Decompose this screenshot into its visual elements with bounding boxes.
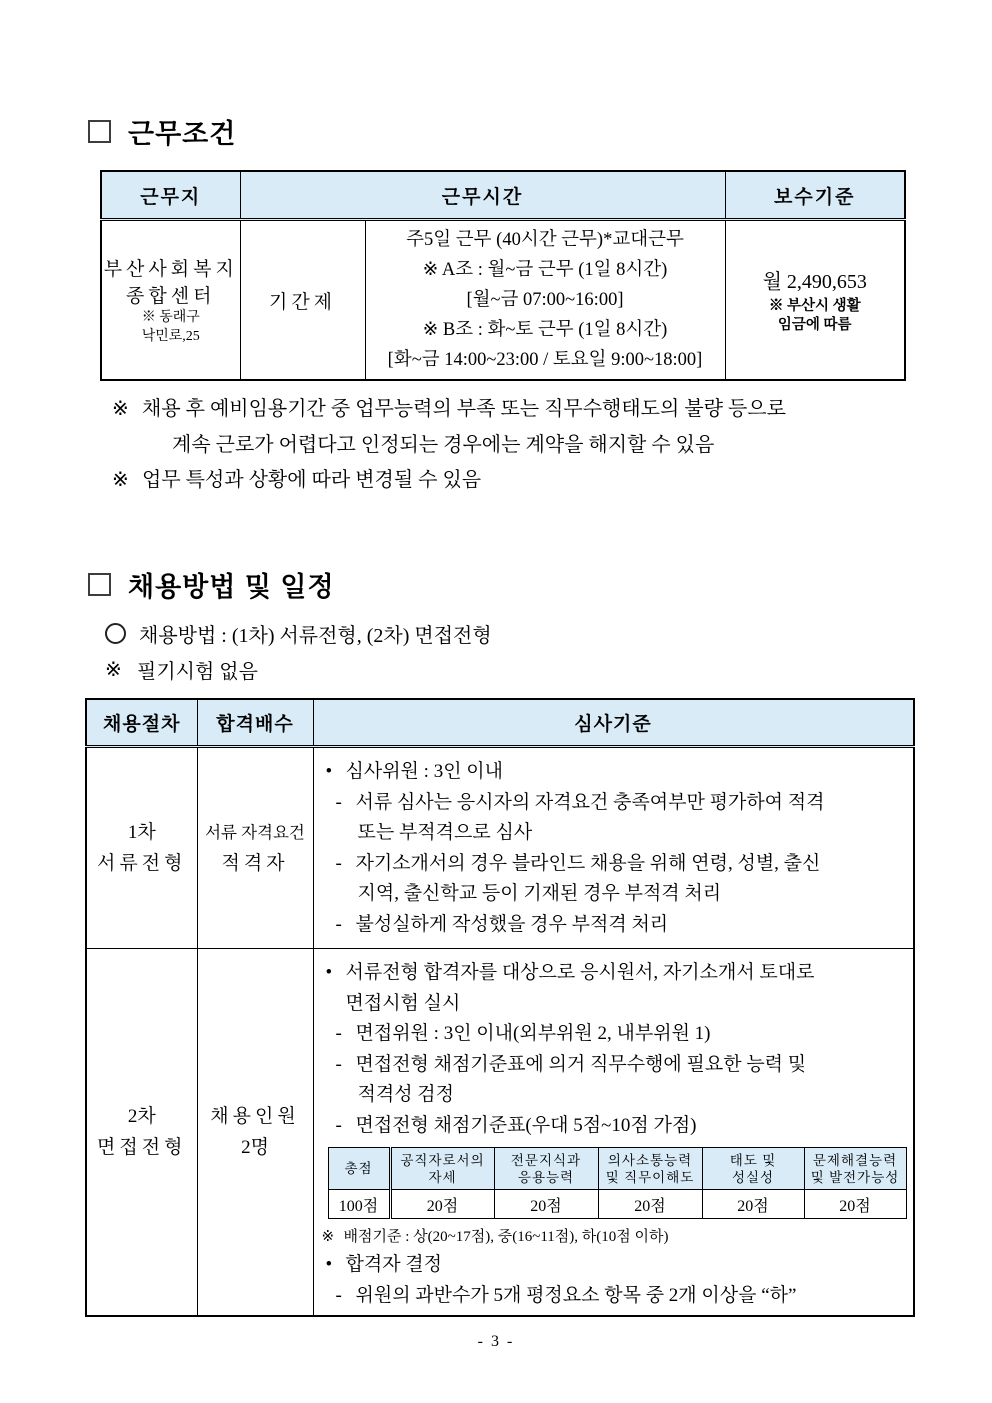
header-pass-ratio: 합격배수 bbox=[197, 699, 313, 747]
dash-mark: - bbox=[335, 1053, 342, 1075]
score-value: 20점 bbox=[598, 1190, 702, 1219]
criteria-line bbox=[322, 1080, 907, 1111]
criteria-line bbox=[322, 1050, 907, 1081]
criteria-line bbox=[322, 788, 907, 819]
note-text: 계속 근로가 어렵다고 인정되는 경우에는 계약을 해지할 수 있음 bbox=[172, 433, 715, 456]
dash-mark: - bbox=[335, 1114, 342, 1136]
employment-type-cell bbox=[240, 220, 365, 381]
criteria-line bbox=[322, 757, 907, 788]
stage2-label-line1: 2차 bbox=[127, 1106, 156, 1127]
workplace-name-line1: 부산사회복지 bbox=[103, 259, 238, 280]
bullet-mark: • bbox=[325, 761, 333, 782]
table-row-stage2 bbox=[86, 949, 914, 1317]
score-header: 전문지식과 응용능력 bbox=[494, 1148, 598, 1190]
ref-mark: ※ bbox=[112, 398, 129, 420]
working-conditions-table bbox=[100, 170, 906, 381]
note-line bbox=[112, 392, 786, 428]
stage1-label-line2: 서류전형 bbox=[97, 853, 187, 874]
criteria-line bbox=[322, 849, 907, 880]
table-header-row bbox=[86, 699, 914, 747]
dash-mark: - bbox=[335, 852, 342, 874]
score-value: 20점 bbox=[702, 1190, 804, 1219]
header-procedure: 채용절차 bbox=[86, 699, 197, 747]
circle-bullet-icon bbox=[105, 623, 126, 644]
criteria-text: 지역, 출신학교 등이 기재된 경우 부적격 처리 bbox=[357, 883, 722, 904]
note-line bbox=[112, 428, 786, 464]
dash-mark: - bbox=[335, 1284, 342, 1306]
criteria-line bbox=[322, 1019, 907, 1050]
pay-note-line1: ※ 부산시 생활 bbox=[768, 298, 861, 314]
workplace-note-line1: ※ 동래구 bbox=[141, 310, 200, 325]
no-written-test-text: 필기시험 없음 bbox=[137, 661, 258, 683]
criteria-line bbox=[322, 910, 907, 941]
criteria-text: 또는 부적격으로 심사 bbox=[357, 822, 533, 843]
method-text: 채용방법 : (1차) 서류전형, (2차) 면접전형 bbox=[139, 625, 492, 647]
scoring-header-row bbox=[328, 1148, 906, 1190]
stage1-pass-line2: 적격자 bbox=[221, 852, 289, 874]
score-header: 공직자로서의 자세 bbox=[390, 1148, 494, 1190]
workplace-cell bbox=[101, 220, 240, 381]
method-line bbox=[105, 619, 492, 648]
square-bullet-icon bbox=[88, 573, 111, 596]
criteria-line bbox=[322, 1281, 907, 1312]
dash-mark: - bbox=[335, 913, 342, 935]
section1-title: 근무조건 bbox=[128, 119, 237, 149]
scoring-note bbox=[322, 1224, 907, 1250]
criteria-text: 면접전형 채점기준표에 의거 직무수행에 필요한 능력 및 bbox=[355, 1053, 807, 1075]
criteria-text: 서류전형 합격자를 대상으로 응시원서, 자기소개서 토대로 bbox=[345, 962, 815, 983]
score-header: 문제해결능력 및 발전가능성 bbox=[804, 1148, 906, 1190]
score-header: 태도 및 성실성 bbox=[702, 1148, 804, 1190]
criteria-text: 면접위원 : 3인 이내(외부위원 2, 내부위원 1) bbox=[355, 1023, 711, 1044]
criteria-text: 적격성 검정 bbox=[357, 1084, 455, 1105]
stage1-label-line1: 1차 bbox=[127, 822, 156, 843]
criteria-line bbox=[322, 1250, 907, 1281]
hours-line: ※ A조 : 월~금 근무 (1일 8시간) bbox=[422, 260, 668, 280]
stage1-pass-cell bbox=[197, 747, 313, 949]
criteria-text: 자기소개서의 경우 블라인드 채용을 위해 연령, 성별, 출신 bbox=[355, 852, 821, 874]
note-text: 채용 후 예비임용기간 중 업무능력의 부족 또는 직무수행태도의 불량 등으로 bbox=[142, 398, 786, 420]
criteria-line bbox=[322, 818, 907, 849]
dash-mark: - bbox=[335, 791, 342, 813]
criteria-text: 면접시험 실시 bbox=[345, 992, 461, 1014]
hours-line: 주5일 근무 (40시간 근무)*교대근무 bbox=[406, 230, 684, 250]
workplace-note-line2: 낙민로,25 bbox=[141, 329, 200, 344]
stage1-criteria-cell bbox=[313, 747, 914, 949]
bullet-mark: • bbox=[325, 962, 333, 983]
table-row-stage1 bbox=[86, 747, 914, 949]
pay-note-line2: 임금에 따름 bbox=[777, 317, 852, 333]
criteria-text: 합격자 결정 bbox=[345, 1254, 443, 1275]
criteria-line bbox=[322, 879, 907, 910]
hours-line: [화~금 14:00~23:00 / 토요일 9:00~18:00] bbox=[387, 350, 703, 370]
score-value: 20점 bbox=[390, 1190, 494, 1219]
section1-notes bbox=[112, 392, 786, 499]
section2-heading bbox=[88, 565, 335, 604]
note-text: 업무 특성과 상황에 따라 변경될 수 있음 bbox=[142, 469, 482, 491]
score-value: 20점 bbox=[494, 1190, 598, 1219]
criteria-text: 심사위원 : 3인 이내 bbox=[345, 761, 504, 782]
criteria-text: 위원의 과반수가 5개 평정요소 항목 중 2개 이상을 “하” bbox=[355, 1284, 797, 1306]
page-number: - 3 - bbox=[477, 1333, 515, 1350]
stage2-label-line2: 면접전형 bbox=[97, 1137, 187, 1158]
ref-mark: ※ bbox=[112, 469, 129, 491]
header-pay-standard: 보수기준 bbox=[725, 171, 905, 220]
score-value: 20점 bbox=[804, 1190, 906, 1219]
header-criteria: 심사기준 bbox=[313, 699, 914, 747]
scoring-value-row bbox=[328, 1190, 906, 1219]
no-written-test-line bbox=[105, 655, 258, 684]
section1-heading bbox=[88, 112, 236, 151]
recruitment-table bbox=[85, 698, 915, 1317]
scoring-table bbox=[328, 1147, 907, 1219]
stage2-step-cell bbox=[86, 949, 197, 1317]
header-work-hours: 근무시간 bbox=[240, 171, 725, 220]
stage2-pass-cell bbox=[197, 949, 313, 1317]
criteria-line bbox=[322, 958, 907, 989]
table-row bbox=[101, 220, 905, 381]
dash-mark: - bbox=[335, 1023, 342, 1044]
stage1-pass-line1: 서류 자격요건 bbox=[205, 822, 305, 842]
workplace-name-line2: 종합센터 bbox=[126, 286, 216, 307]
pay-cell bbox=[725, 220, 905, 381]
section2-title: 채용방법 및 일정 bbox=[128, 572, 335, 602]
hours-line: ※ B조 : 화~토 근무 (1일 8시간) bbox=[422, 320, 668, 340]
stage1-step-cell bbox=[86, 747, 197, 949]
stage2-criteria-cell bbox=[313, 949, 914, 1317]
employment-type: 기간제 bbox=[268, 291, 337, 313]
stage2-pass-line2: 2명 bbox=[241, 1137, 269, 1158]
hours-line: [월~금 07:00~16:00] bbox=[466, 290, 624, 310]
score-header-total: 총점 bbox=[328, 1148, 390, 1190]
scoring-note-text: 배점기준 : 상(20~17점), 중(16~11점), 하(10점 이하) bbox=[343, 1229, 669, 1245]
square-bullet-icon bbox=[88, 120, 111, 143]
stage2-pass-line1: 채용인원 bbox=[210, 1106, 300, 1127]
header-workplace: 근무지 bbox=[101, 171, 240, 220]
criteria-text: 서류 심사는 응시자의 자격요건 충족여부만 평가하여 적격 bbox=[355, 791, 825, 813]
note-line bbox=[112, 463, 786, 499]
score-header: 의사소통능력 및 직무이해도 bbox=[598, 1148, 702, 1190]
work-hours-cell bbox=[365, 220, 725, 381]
ref-mark: ※ bbox=[321, 1229, 335, 1245]
pay-amount: 월 2,490,653 bbox=[762, 271, 867, 293]
criteria-text: 면접전형 채점기준표(우대 5점~10점 가점) bbox=[355, 1114, 697, 1136]
table-header-row bbox=[101, 171, 905, 220]
criteria-line bbox=[322, 1111, 907, 1142]
score-value-total: 100점 bbox=[328, 1190, 390, 1219]
ref-mark: ※ bbox=[105, 659, 122, 681]
criteria-line bbox=[322, 989, 907, 1020]
bullet-mark: • bbox=[325, 1254, 333, 1275]
criteria-text: 불성실하게 작성했을 경우 부적격 처리 bbox=[355, 913, 669, 935]
